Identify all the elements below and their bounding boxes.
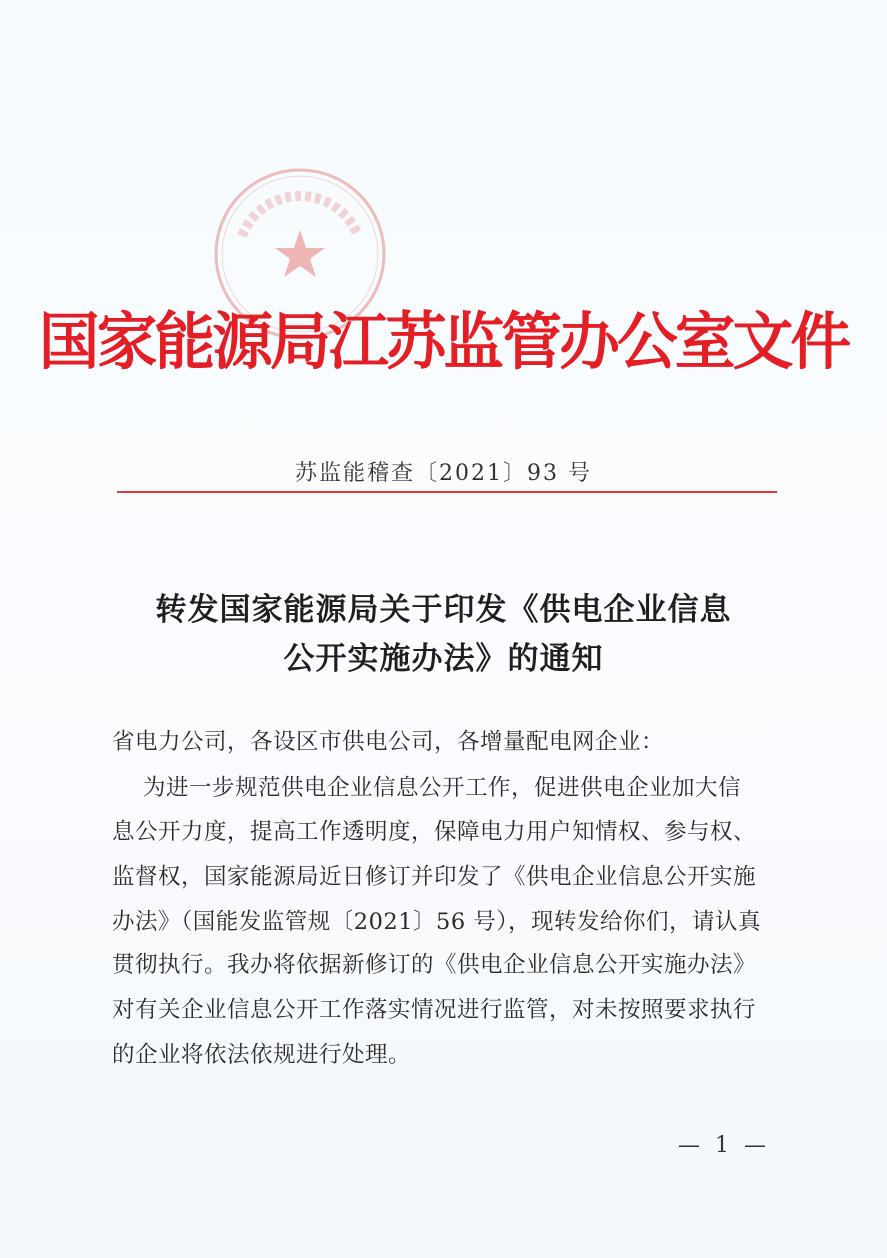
body-paragraph-line: 监督权，国家能源局近日修订并印发了《供电企业信息公开实施 bbox=[112, 864, 757, 890]
body-paragraph-line: 的企业将依法依规进行处理。 bbox=[112, 1042, 412, 1068]
document-number: 苏监能稽查〔2021〕93 号 bbox=[295, 461, 592, 486]
body-paragraph-line: 为进一步规范供电企业信息公开工作，促进供电企业加大信 bbox=[143, 775, 742, 801]
notice-title-line-1: 转发国家能源局关于印发《供电企业信息 bbox=[155, 592, 732, 628]
addressee-line: 省电力公司，各设区市供电公司，各增量配电网企业： bbox=[112, 729, 665, 755]
notice-title-line-2: 公开实施办法》的通知 bbox=[283, 641, 604, 677]
body-paragraph-line: 息公开力度，提高工作透明度，保障电力用户知情权、参与权、 bbox=[112, 819, 757, 845]
document-header-title: 国家能源局江苏监管办公室文件 bbox=[38, 305, 849, 378]
page-number: — 1 — bbox=[678, 1133, 770, 1158]
body-paragraph-line: 办法》（国能发监管规〔2021〕56 号），现转发给你们，请认真 bbox=[112, 909, 762, 935]
body-paragraph-line: 对有关企业信息公开工作落实情况进行监管，对未按照要求执行 bbox=[112, 997, 757, 1023]
body-paragraph-line: 贯彻执行。我办将依据新修订的《供电企业信息公开实施办法》 bbox=[112, 952, 757, 978]
header-divider bbox=[117, 491, 777, 493]
